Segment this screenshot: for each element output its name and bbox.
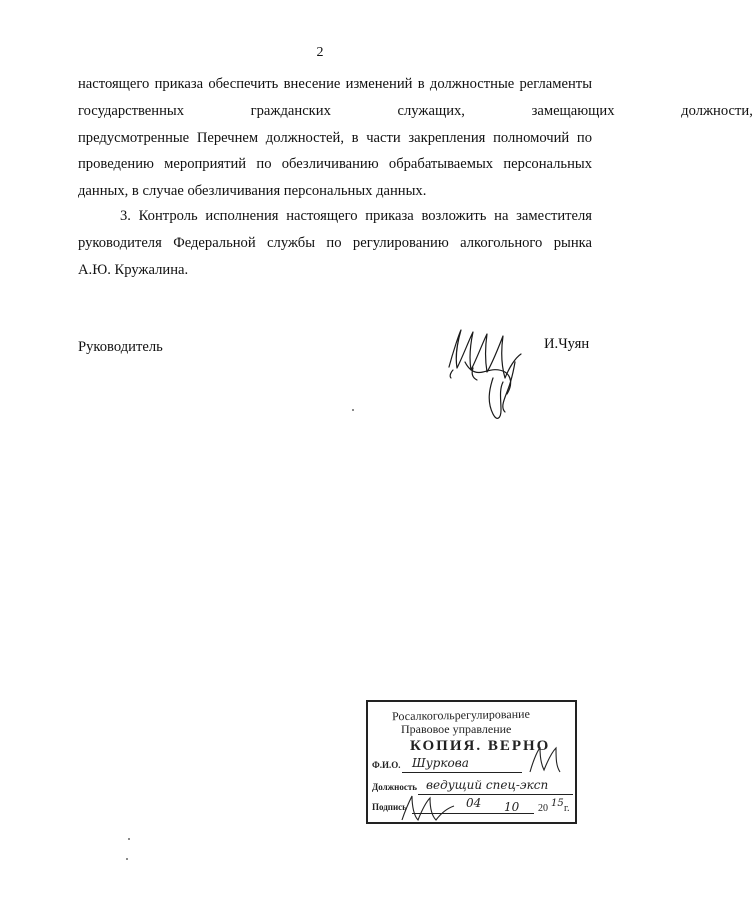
stamp-date-year-suffix: 15 bbox=[551, 798, 564, 809]
stamp-date-label: Подпись bbox=[372, 802, 407, 812]
stamp-date-month: 10 bbox=[504, 800, 520, 814]
stamp-copy-text: КОПИЯ. ВЕРНО bbox=[410, 738, 551, 754]
text-line: 3. Контроль исполнения настоящего приказа возложить на заместителя bbox=[120, 208, 592, 224]
scan-speck bbox=[352, 409, 354, 411]
stamp-date-signature bbox=[398, 794, 458, 824]
stamp-fio-rule bbox=[402, 772, 522, 773]
stamp-initials-signature bbox=[526, 744, 566, 778]
scan-speck bbox=[128, 838, 130, 840]
text-line: проведению мероприятий по обезличиванию обрабатываемых персональных bbox=[78, 156, 592, 173]
text-line: государственных гражданских служащих, замещающих должности, bbox=[78, 102, 753, 119]
text-line: настоящего приказа обеспечить внесение изменений в должностные регламенты bbox=[78, 76, 592, 92]
signatory-title: Руководитель bbox=[78, 339, 163, 355]
page-number: 2 bbox=[316, 45, 324, 60]
text-line: данных, в случае обезличивания персональных данных. bbox=[78, 183, 427, 200]
certified-copy-stamp bbox=[366, 700, 577, 824]
stamp-date-day: 04 bbox=[466, 796, 482, 810]
stamp-org-line1: Росалкогольрегулирование bbox=[391, 706, 530, 724]
stamp-org-line2: Правовое управление bbox=[401, 722, 512, 736]
scan-speck bbox=[126, 858, 128, 860]
stamp-position-label: Должность bbox=[372, 782, 418, 792]
text-line: предусмотренные Перечнем должностей, в части закрепления полномочий по bbox=[78, 129, 592, 146]
handwritten-signature bbox=[443, 322, 555, 434]
stamp-fio-value: Шуркова bbox=[412, 756, 469, 770]
paragraph-3 bbox=[78, 203, 592, 283]
stamp-fio-label: Ф.И.О. bbox=[372, 760, 401, 770]
stamp-date-year-prefix: 20 bbox=[538, 803, 548, 814]
text-line: руководителя Федеральной службы по регулированию алкогольного рынка bbox=[78, 234, 592, 251]
stamp-position-value: ведущий спец-эксп bbox=[426, 778, 549, 792]
paragraph-1 bbox=[78, 71, 753, 205]
signatory-name: И.Чуян bbox=[544, 336, 590, 352]
stamp-date-year-end: г. bbox=[564, 803, 570, 814]
text-line: А.Ю. Кружалина. bbox=[78, 261, 189, 278]
